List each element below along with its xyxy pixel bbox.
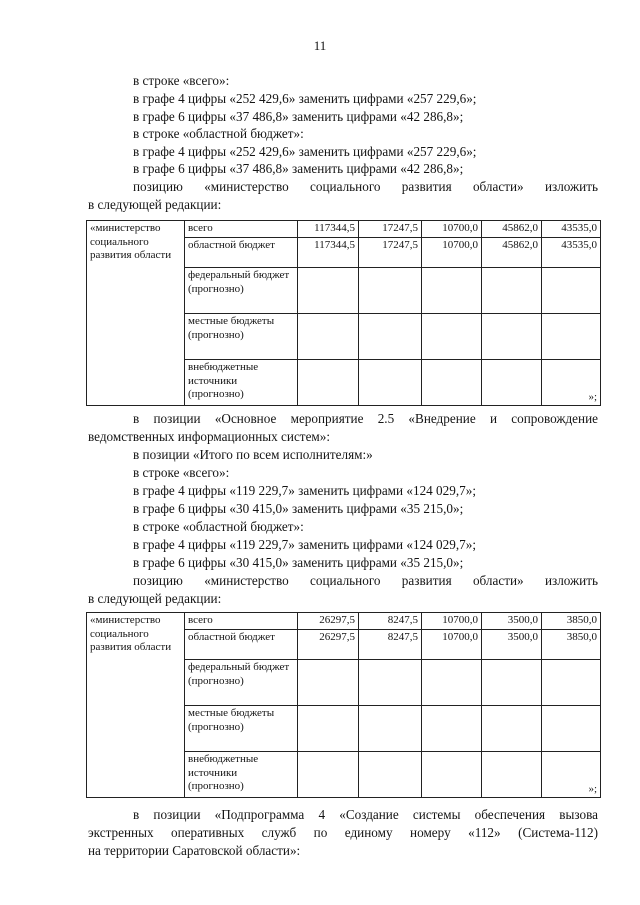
budget-table-1 (86, 220, 601, 406)
budget-table-2 (86, 612, 601, 798)
value-cell (298, 268, 359, 314)
value-cell (298, 752, 359, 798)
instruction-line: в строке «всего»: (133, 465, 230, 480)
value-cell (482, 660, 542, 706)
source-label: внебюджетные источники (прогнозно) (185, 360, 298, 406)
value-cell: 10700,0 (422, 221, 482, 238)
instruction-line: в графе 4 цифры «119 229,7» заменить цифрами «124 029,7»; (133, 537, 476, 552)
value-cell (359, 706, 422, 752)
value-cell (482, 706, 542, 752)
value-cell: 26297,5 (298, 613, 359, 630)
source-label: всего (185, 221, 298, 238)
position-intro-line: в позиции «Основное мероприятие 2.5 «Внедрение и сопровождение (133, 411, 598, 426)
edition-line: в следующей редакции: (88, 591, 222, 606)
instruction-line: в позиции «Итого по всем исполнителям:» (133, 447, 373, 462)
value-cell (298, 660, 359, 706)
value-cell: 17247,5 (359, 221, 422, 238)
value-cell: 45862,0 (482, 221, 542, 238)
value-cell (482, 314, 542, 360)
value-cell: 43535,0 (542, 221, 601, 238)
value-cell: 10700,0 (422, 630, 482, 660)
value-cell (359, 360, 422, 406)
table-row (87, 221, 601, 238)
value-cell (482, 752, 542, 798)
source-label: областной бюджет (185, 630, 298, 660)
value-cell (422, 660, 482, 706)
value-cell: 3850,0 (542, 613, 601, 630)
value-cell (298, 360, 359, 406)
executor-cell: «министерство социального развития области (87, 613, 185, 798)
source-label: местные бюджеты (прогнозно) (185, 314, 298, 360)
value-cell (359, 314, 422, 360)
value-cell (542, 268, 601, 314)
value-cell (482, 360, 542, 406)
position-line: позицию «министерство социального развития области» изложить (133, 179, 598, 194)
value-cell: 117344,5 (298, 238, 359, 268)
instruction-line: в графе 4 цифры «119 229,7» заменить цифрами «124 029,7»; (133, 483, 476, 498)
instruction-line: в графе 6 цифры «30 415,0» заменить цифрами «35 215,0»; (133, 501, 464, 516)
value-cell (422, 268, 482, 314)
value-cell (298, 706, 359, 752)
instruction-line: в строке «всего»: (133, 73, 230, 88)
source-label: федеральный бюджет (прогнозно) (185, 268, 298, 314)
position-intro-line: экстренных оперативных служб по единому номеру «112» (Система-112) (88, 825, 598, 840)
instruction-line: в графе 4 цифры «252 429,6» заменить цифрами «257 229,6»; (133, 144, 477, 159)
value-cell: 3500,0 (482, 630, 542, 660)
position-intro-line: на территории Саратовской области»: (88, 843, 301, 858)
source-label: областной бюджет (185, 238, 298, 268)
value-cell: 43535,0 (542, 238, 601, 268)
instruction-line: в графе 6 цифры «30 415,0» заменить цифрами «35 215,0»; (133, 555, 464, 570)
value-cell: 10700,0 (422, 238, 482, 268)
value-cell (422, 706, 482, 752)
value-cell: 117344,5 (298, 221, 359, 238)
value-cell (422, 360, 482, 406)
source-label: внебюджетные источники (прогнозно) (185, 752, 298, 798)
table-row (87, 613, 601, 630)
instruction-line: в строке «областной бюджет»: (133, 126, 304, 141)
value-cell: 3500,0 (482, 613, 542, 630)
value-cell (482, 268, 542, 314)
value-cell (359, 268, 422, 314)
value-cell: 8247,5 (359, 613, 422, 630)
source-label: федеральный бюджет (прогнозно) (185, 660, 298, 706)
position-line: позицию «министерство социального развития области» изложить (133, 573, 598, 588)
value-cell (542, 314, 601, 360)
value-cell: 8247,5 (359, 630, 422, 660)
instruction-line: в графе 6 цифры «37 486,8» заменить цифрами «42 286,8»; (133, 161, 464, 176)
value-cell (542, 706, 601, 752)
value-cell (359, 660, 422, 706)
position-intro-line: в позиции «Подпрограмма 4 «Создание системы обеспечения вызова (133, 807, 598, 822)
source-label: местные бюджеты (прогнозно) (185, 706, 298, 752)
value-cell (542, 660, 601, 706)
edition-line: в следующей редакции: (88, 197, 222, 212)
closing-quote-cell: »; (542, 360, 601, 406)
value-cell: 45862,0 (482, 238, 542, 268)
value-cell (298, 314, 359, 360)
instruction-line: в графе 6 цифры «37 486,8» заменить цифрами «42 286,8»; (133, 109, 464, 124)
value-cell: 17247,5 (359, 238, 422, 268)
value-cell (422, 314, 482, 360)
page-number: 11 (313, 38, 327, 53)
position-intro-line: ведомственных информационных систем»: (88, 429, 331, 444)
executor-cell: «министерство социального развития области (87, 221, 185, 406)
value-cell: 3850,0 (542, 630, 601, 660)
value-cell: 26297,5 (298, 630, 359, 660)
value-cell: 10700,0 (422, 613, 482, 630)
value-cell (422, 752, 482, 798)
instruction-line: в графе 4 цифры «252 429,6» заменить цифрами «257 229,6»; (133, 91, 477, 106)
instruction-line: в строке «областной бюджет»: (133, 519, 304, 534)
value-cell (359, 752, 422, 798)
source-label: всего (185, 613, 298, 630)
closing-quote-cell: »; (542, 752, 601, 798)
